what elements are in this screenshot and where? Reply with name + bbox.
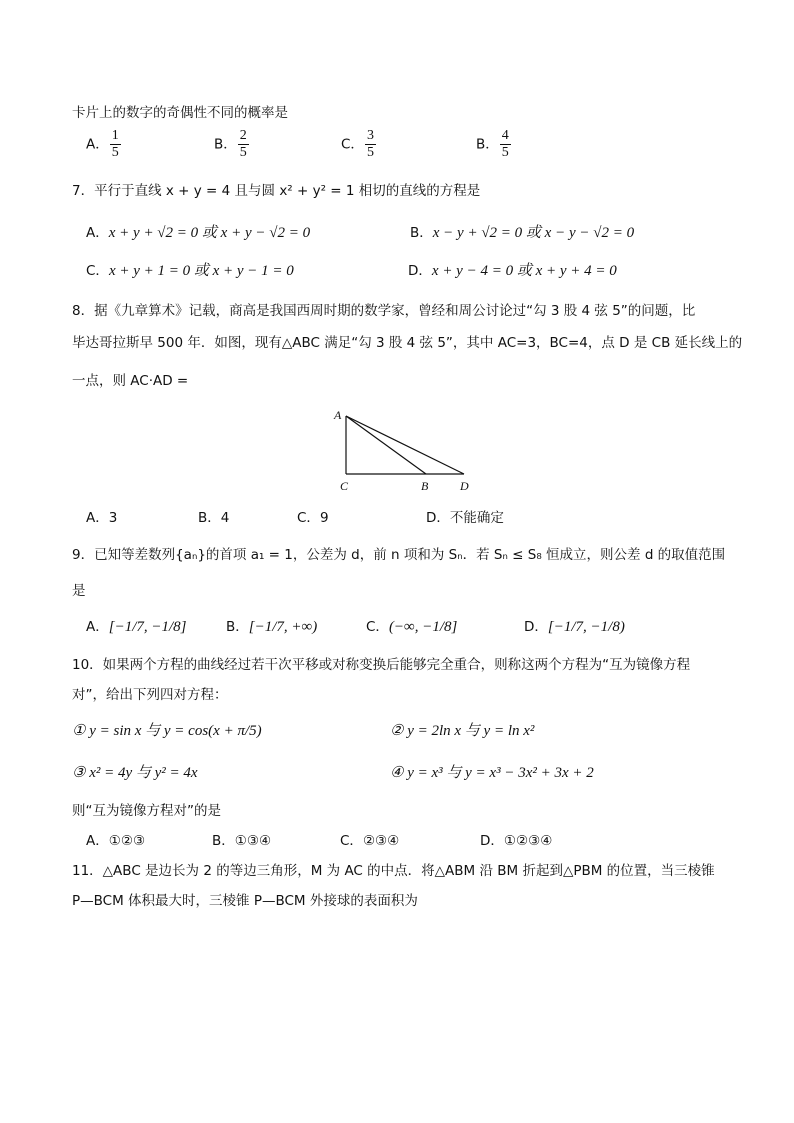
label-d: D [460,479,469,493]
q8-option-d: D．不能确定 [426,510,504,526]
label-b: B [421,479,429,493]
q7-stem: 7．平行于直线 x + y = 4 且与圆 x² + y² = 1 相切的直线的方程是 [72,183,481,199]
q8-option-c: C．9 [297,510,329,526]
q11-stem-line2: P—BCM 体积最大时，三棱锥 P—BCM 外接球的表面积为 [72,893,418,909]
q9-option-b: B．[−1/7, +∞) [226,619,318,635]
q9-option-d: D．[−1/7, −1/8) [524,619,625,635]
q10-option-a: A．①②③ [86,833,146,849]
segment-ab [346,416,426,474]
q8-option-a: A．3 [86,510,118,526]
q8-stem-line3: 一点，则 AC·AD = [72,373,189,389]
q9-option-c: C．(−∞, −1/8] [366,619,458,635]
q10-stem-line2: 对”，给出下列四对方程： [72,687,228,703]
q10-question: 则“互为镜像方程对”的是 [72,803,221,819]
q6-option-b: B． $\frac{2}{5}$ [214,128,247,160]
q8-triangle-figure [330,404,480,496]
q10-option-c: C．②③④ [340,833,400,849]
label-c: C [340,479,349,493]
segment-ad [346,416,464,474]
q6-option-c: C． $\frac{3}{5}$ [341,128,374,160]
q6-option-d: B． $\frac{4}{5}$ [476,128,509,160]
q10-option-d: D．①②③④ [480,833,553,849]
q9-stem-line2: 是 [72,583,86,599]
q7-option-d: D．x + y − 4 = 0 或 x + y + 4 = 0 [408,263,617,279]
q9-option-a: A．[−1/7, −1/8] [86,619,187,635]
q10-option-b: B．①③④ [212,833,272,849]
q8-stem-line2: 毕达哥拉斯早 500 年．如图，现有△ABC 满足“勾 3 股 4 弦 5”，其中 AC=3，BC=4，点 D 是 CB 延长线上的 [72,335,743,351]
q8-stem-line1: 8．据《九章算术》记载，商高是我国西周时期的数学家，曾经和周公讨论过“勾 3 股 4 弦 5”的问题，比 [72,303,696,319]
label-a: A [334,408,342,422]
q9-stem-line1: 9．已知等差数列{aₙ}的首项 a₁ = 1，公差为 d，前 n 项和为 Sₙ．若 Sₙ ≤ S₈ 恒成立，则公差 d 的取值范围 [72,547,726,563]
q6-option-a: A． $\frac{1}{5}$ [86,128,119,160]
q7-option-b: B．x − y + √2 = 0 或 x − y − √2 = 0 [410,225,635,241]
q7-option-a: A．x + y + √2 = 0 或 x + y − √2 = 0 [86,225,311,241]
q10-pair-3: ③ x² = 4y 与 y² = 4x [72,765,198,781]
q10-pair-2: ② y = 2ln x 与 y = ln x² [390,723,535,739]
q10-pair-1: ① y = sin x 与 y = cos(x + π/5) [72,723,262,739]
q11-stem-line1: 11．△ABC 是边长为 2 的等边三角形，M 为 AC 的中点．将△ABM 沿 BM 折起到△PBM 的位置，当三棱锥 [72,863,715,879]
q10-pair-4: ④ y = x³ 与 y = x³ − 3x² + 3x + 2 [390,765,594,781]
q10-stem-line1: 10．如果两个方程的曲线经过若干次平移或对称变换后能够完全重合，则称这两个方程为“互为镜像方程 [72,657,691,673]
q6-stem-tail: 卡片上的数字的奇偶性不同的概率是 [72,105,288,121]
q7-option-c: C．x + y + 1 = 0 或 x + y − 1 = 0 [86,263,294,279]
q8-option-b: B．4 [198,510,230,526]
